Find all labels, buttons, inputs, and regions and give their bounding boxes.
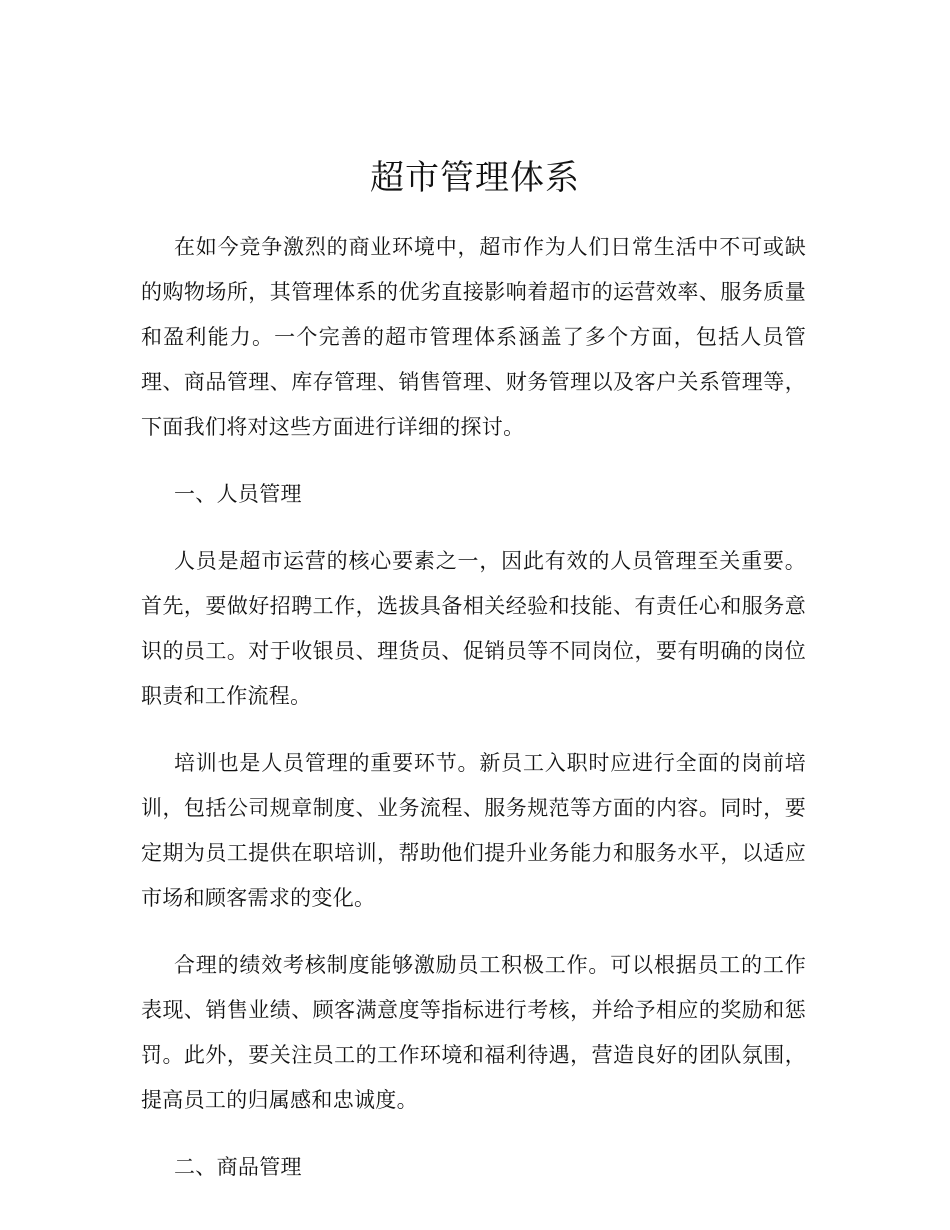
intro-paragraph: 在如今竞争激烈的商业环境中，超市作为人们日常生活中不可或缺的购物场所，其管理体系的优劣直接影响着超市的运营效率、服务质量和盈利能力。一个完善的超市管理体系涵盖了多个方面，包括人员管理、商品管理、库存管理、销售管理、财务管理以及客户关系管理等，下面我们将对这些方面进行详细的探讨。 [141, 235, 806, 439]
personnel-paragraph-recruitment: 人员是超市运营的核心要素之一，因此有效的人员管理至关重要。首先，要做好招聘工作，选拔具备相关经验和技能、有责任心和服务意识的员工。对于收银员、理货员、促销员等不同岗位，要有明确的岗位职责和工作流程。 [141, 549, 806, 708]
page-title: 超市管理体系 [370, 158, 580, 198]
document-body [141, 225, 806, 1212]
personnel-paragraph-training: 培训也是人员管理的重要环节。新员工入职时应进行全面的岗前培训，包括公司规章制度、业务流程、服务规范等方面的内容。同时，要定期为员工提供在职培训，帮助他们提升业务能力和服务水平，以适应市场和顾客需求的变化。 [141, 751, 806, 910]
personnel-paragraph-performance: 合理的绩效考核制度能够激励员工积极工作。可以根据员工的工作表现、销售业绩、顾客满意度等指标进行考核，并给予相应的奖励和惩罚。此外，要关注员工的工作环境和福利待遇，营造良好的团队氛围，提高员工的归属感和忠诚度。 [141, 953, 806, 1112]
section-heading-personnel: 一、人员管理 [174, 482, 302, 506]
section-heading-merchandise: 二、商品管理 [174, 1155, 302, 1179]
